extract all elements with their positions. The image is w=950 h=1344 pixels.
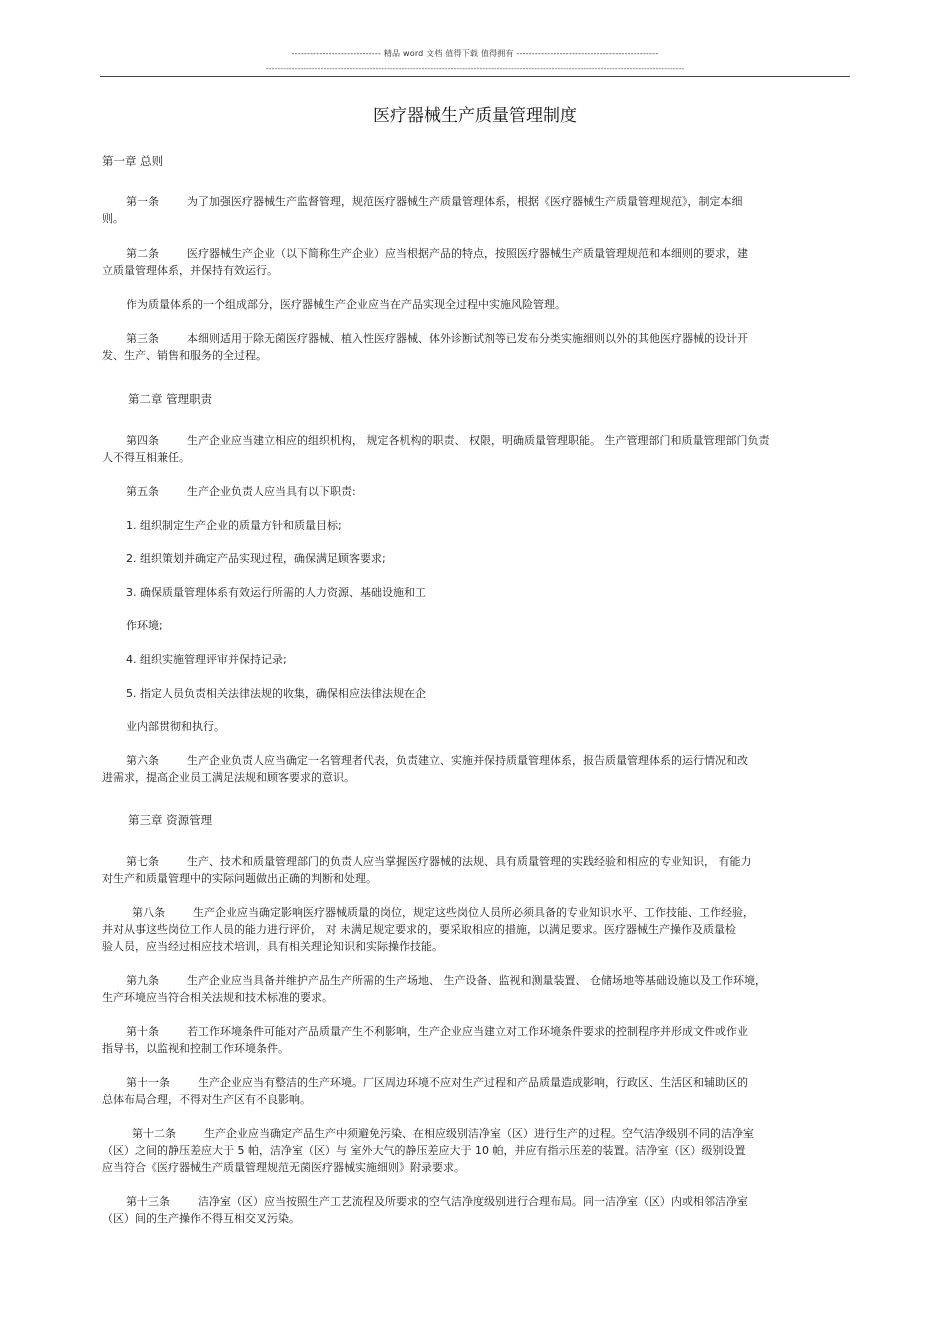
article-label: 第十条: [126, 1025, 159, 1038]
article-label: 第九条: [126, 974, 159, 987]
list-item-3-cont: 作环境;: [126, 619, 163, 632]
chapter-2-heading: 第二章 管理职责: [128, 392, 213, 406]
list-item-3: 3. 确保质量管理体系有效运行所需的人力资源、基础设施和工: [126, 586, 426, 599]
list-item-5-cont: 业内部贯彻和执行。: [126, 720, 225, 733]
article-label: 第五条: [126, 485, 159, 498]
article-4: 第四条 生产企业应当建立相应的组织机构， 规定各机构的职责、 权限，明确质量管理职能。 生产管理部门和质量管理部门负责: [126, 434, 770, 447]
article-13: 第十三条 洁净室（区）应当按照生产工艺流程及所要求的空气洁净度级别进行合理布局。同一洁净室（区）内或相邻洁净室: [126, 1195, 748, 1208]
article-label: 第一条: [126, 195, 159, 208]
article-label: 第三条: [126, 332, 159, 345]
article-12: 第十二条 生产企业应当确定产品生产中须避免污染、在相应级别洁净室（区）进行生产的过程。空气洁净级别不同的洁净室: [132, 1127, 754, 1140]
article-6-cont: 进需求，提高企业员工满足法规和顾客要求的意识。: [102, 771, 355, 784]
article-label: 第七条: [126, 855, 159, 868]
header-rule: [100, 76, 850, 77]
list-item-2: 2. 组织策划并确定产品实现过程，确保满足顾客要求;: [126, 552, 386, 565]
article-label: 第十三条: [126, 1195, 170, 1208]
article-3-cont: 发、生产、销售和服务的全过程。: [102, 349, 267, 362]
list-item-5: 5. 指定人员负责相关法律法规的收集，确保相应法律法规在企: [126, 687, 426, 700]
article-12-cont-2: 应当符合《医疗器械生产质量管理规范无菌医疗器械实施细则》附录要求。: [102, 1161, 465, 1174]
article-label: 第八条: [132, 906, 165, 919]
page-header-dashes: -------------------------------------------------------------------------------------------------------------------------------------------------: [265, 64, 685, 73]
article-1-cont: 则。: [102, 212, 124, 225]
article-label: 第六条: [126, 754, 159, 767]
article-6: 第六条 生产企业负责人应当确定一名管理者代表，负责建立、实施并保持质量管理体系，报告质量管理体系的运行情况和改: [126, 754, 748, 767]
article-7-cont: 对生产和质量管理中的实际问题做出正确的判断和处理。: [102, 872, 377, 885]
article-7: 第七条 生产、技术和质量管理部门的负责人应当掌握医疗器械的法规、具有质量管理的实践经验和相应的专业知识， 有能力: [126, 855, 752, 868]
article-2-cont: 立质量管理体系，并保持有效运行。: [102, 264, 278, 277]
article-2-paragraph: 作为质量体系的一个组成部分，医疗器械生产企业应当在产品实现全过程中实施风险管理。: [126, 298, 566, 311]
article-label: 第四条: [126, 434, 159, 447]
chapter-1-heading: 第一章 总则: [102, 154, 164, 168]
article-9-cont: 生产环境应当符合相关法规和技术标准的要求。: [102, 991, 333, 1004]
article-3: 第三条 本细则适用于除无菌医疗器械、植入性医疗器械、体外诊断试剂等已发布分类实施细则以外的其他医疗器械的设计开: [126, 332, 748, 345]
page-header-banner: ----------------------------- 精品 word 文档 值得下载 值得拥有 ----------------------------------------------: [291, 49, 659, 58]
article-8-cont-2: 验人员，应当经过相应技术培训，具有相关理论知识和实际操作技能。: [102, 940, 443, 953]
article-label: 第十二条: [132, 1127, 176, 1140]
article-13-cont: （区）间的生产操作不得互相交叉污染。: [102, 1212, 300, 1225]
list-item-1: 1. 组织制定生产企业的质量方针和质量目标;: [126, 519, 342, 532]
article-9: 第九条 生产企业应当具备并维护产品生产所需的生产场地、 生产设备、监视和测量装置、 仓储场地等基础设施以及工作环境，: [126, 974, 766, 987]
document-title: 医疗器械生产质量管理制度: [373, 106, 577, 126]
article-12-cont-1: （区）之间的静压差应大于 5 帕，洁净室（区）与 室外大气的静压差应大于 10 帕，并应有指示压差的装置。洁净室（区）级别设置: [102, 1144, 746, 1157]
list-item-4: 4. 组织实施管理评审并保持记录;: [126, 653, 287, 666]
article-label: 第二条: [126, 247, 159, 260]
article-1: 第一条 为了加强医疗器械生产监督管理，规范医疗器械生产质量管理体系，根据《医疗器械生产质量管理规范》，制定本细: [126, 195, 743, 208]
article-8-cont-1: 并对从事这些岗位工作人员的能力进行评价， 对 未满足规定要求的，要采取相应的措施，以满足要求。医疗器械生产操作及质量检: [102, 923, 736, 936]
article-11-cont: 总体布局合理，不得对生产区有不良影响。: [102, 1093, 311, 1106]
article-2: 第二条 医疗器械生产企业（以下简称生产企业）应当根据产品的特点，按照医疗器械生产质量管理规范和本细则的要求，建: [126, 247, 748, 260]
article-11: 第十一条 生产企业应当有整洁的生产环境。厂区周边环境不应对生产过程和产品质量造成影响，行政区、生活区和辅助区的: [126, 1076, 748, 1089]
chapter-3-heading: 第三章 资源管理: [128, 813, 213, 827]
article-5: 第五条 生产企业负责人应当具有以下职责:: [126, 485, 356, 498]
article-8: 第八条 生产企业应当确定影响医疗器械质量的岗位，规定这些岗位人员所必须具备的专业知识水平、工作技能、工作经验，: [132, 906, 754, 919]
article-10-cont: 指导书，以监视和控制工作环境条件。: [102, 1042, 289, 1055]
article-4-cont: 人不得互相兼任。: [102, 451, 190, 464]
article-10: 第十条 若工作环境条件可能对产品质量产生不利影响，生产企业应当建立对工作环境条件要求的控制程序并形成文件或作业: [126, 1025, 748, 1038]
article-label: 第十一条: [126, 1076, 170, 1089]
